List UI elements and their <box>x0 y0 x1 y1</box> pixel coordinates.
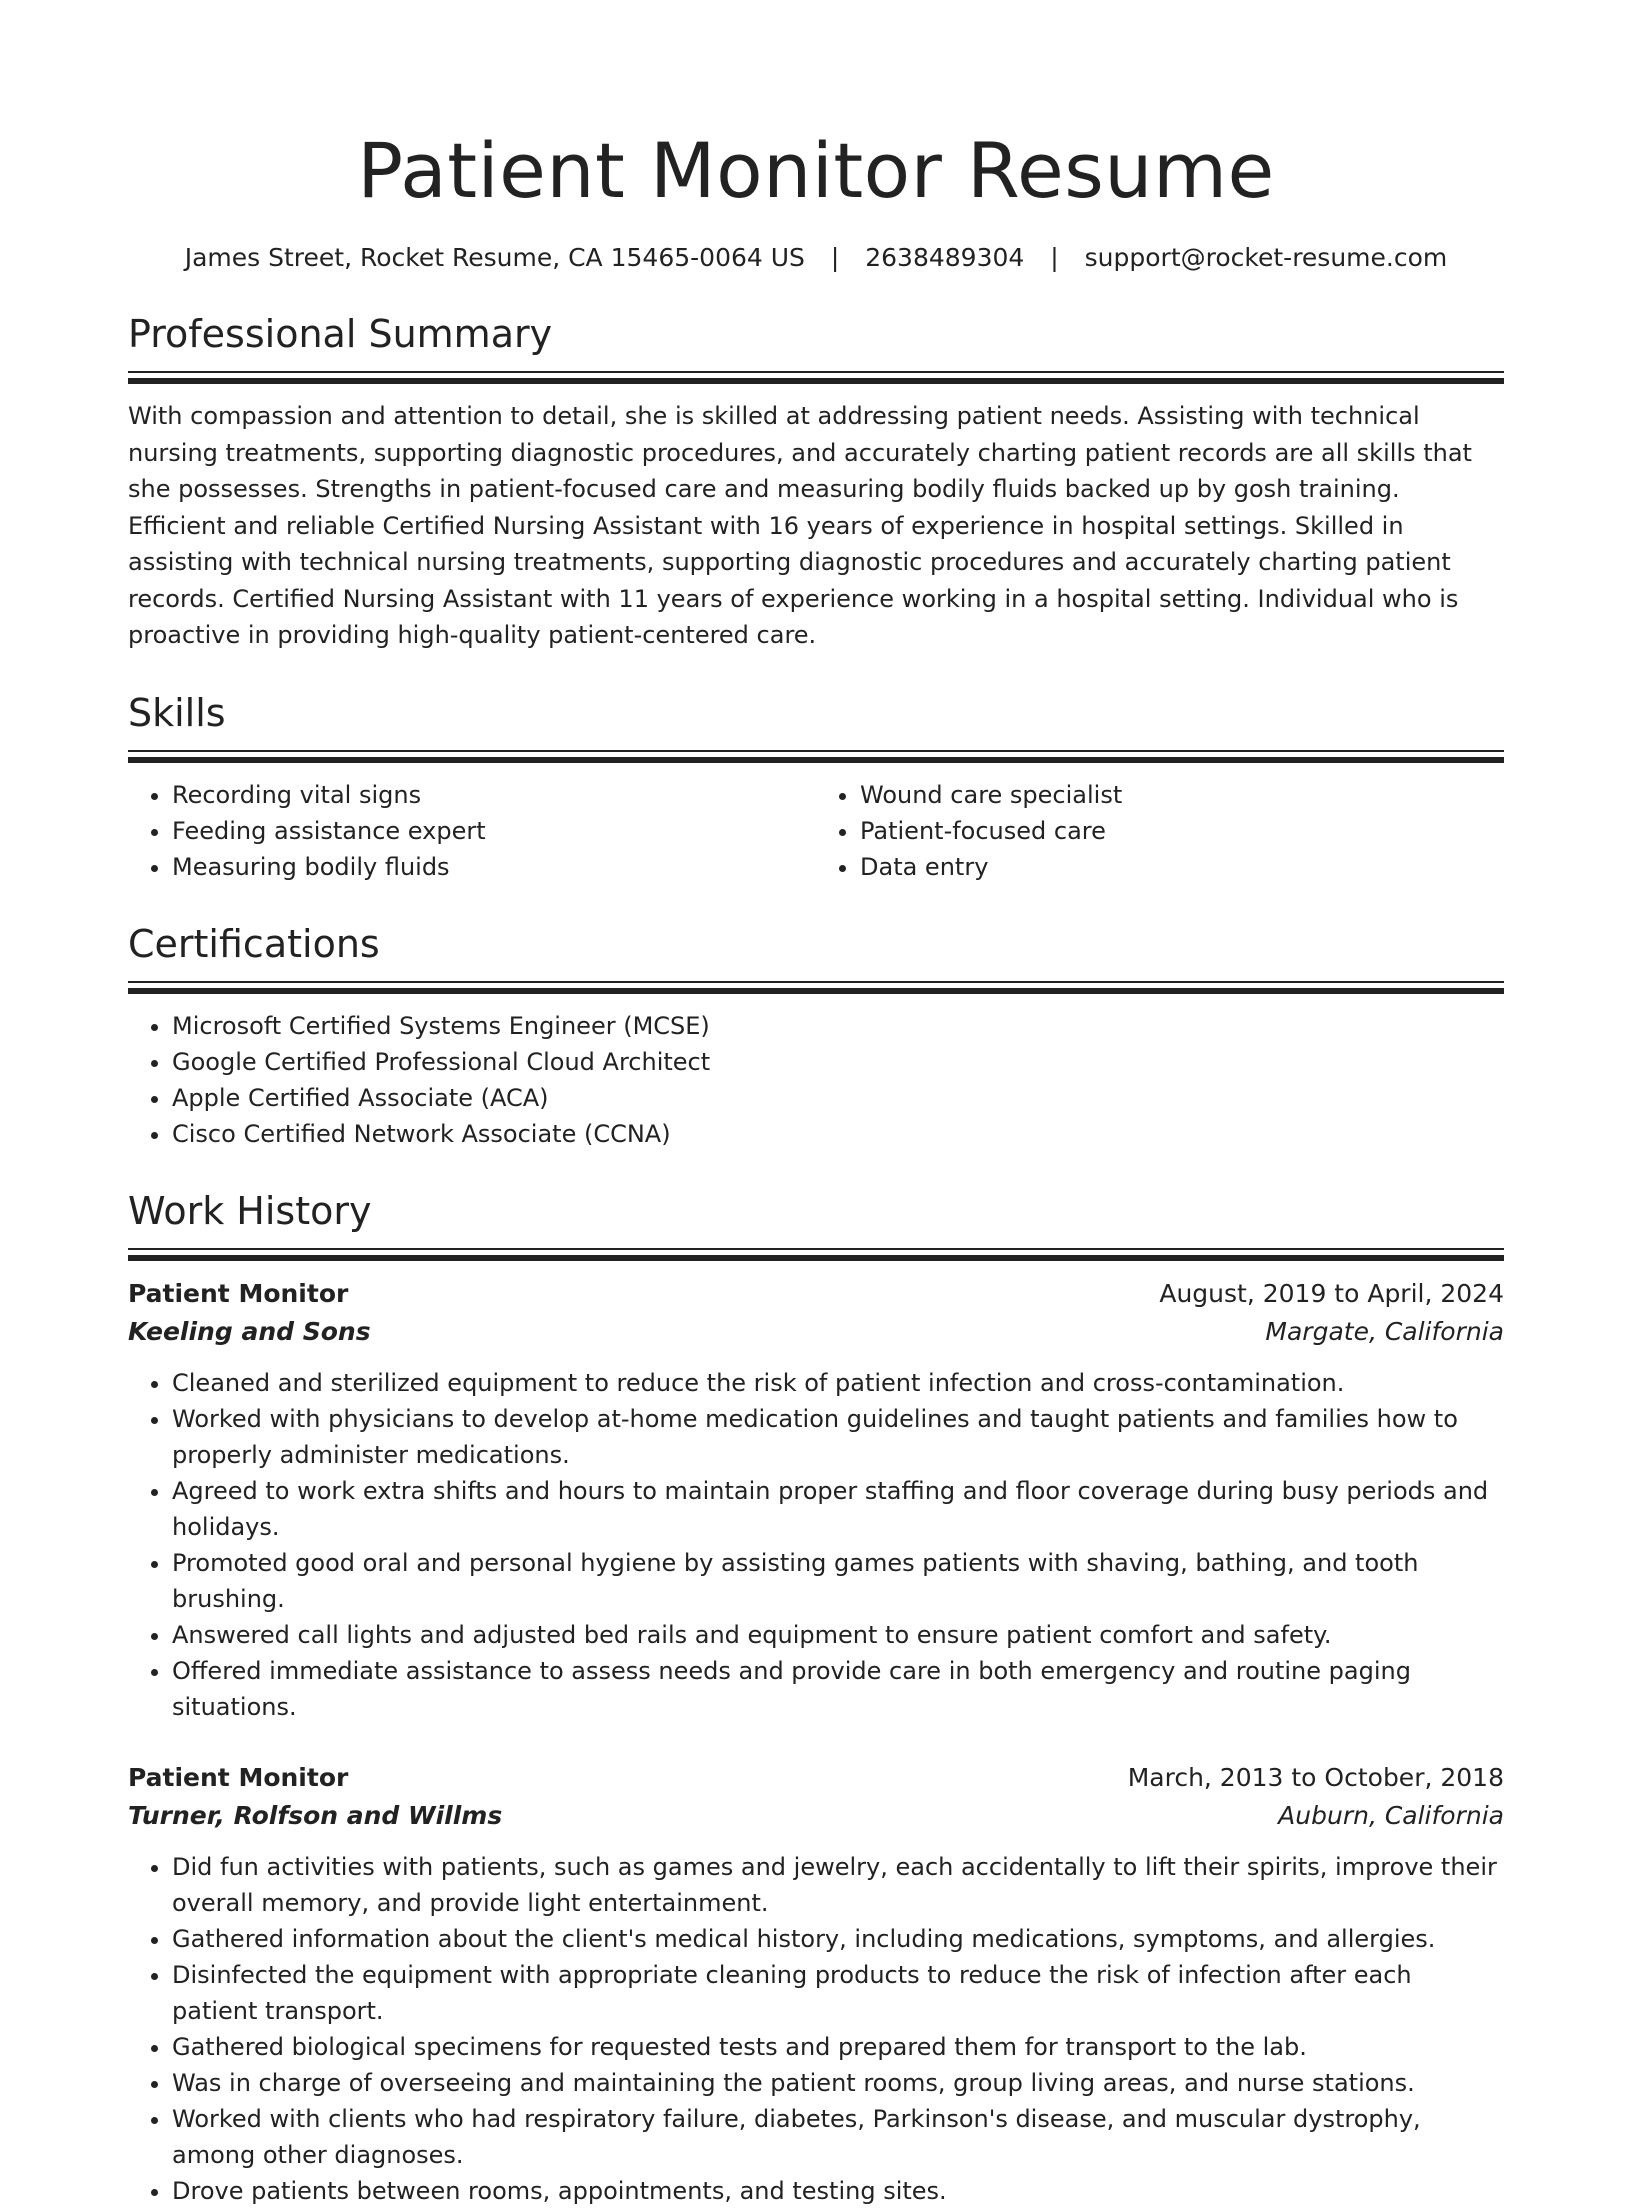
job-duty-item: • Did fun activities with patients, such as games and jewelry, each accidentally to lift their spirits, improve their overall memory, and provide light entertainment. <box>172 1849 1504 1921</box>
certifications-heading: Certifications <box>128 921 380 966</box>
job-duty-item: • Gathered information about the client's medical history, including medications, symptoms, and allergies. <box>172 1921 1504 1957</box>
section-divider <box>128 981 1504 994</box>
certification-item: • Microsoft Certified Systems Engineer (MCSE) <box>172 1008 1504 1044</box>
skill-item: • Feeding assistance expert <box>172 813 816 849</box>
job-duty-item: • Answered call lights and adjusted bed rails and equipment to ensure patient comfort and safety. <box>172 1617 1504 1653</box>
skill-item: • Wound care specialist <box>860 777 1504 813</box>
job-duty-item: • Cleaned and sterilized equipment to reduce the risk of patient infection and cross-contamination. <box>172 1365 1504 1401</box>
certification-item: • Google Certified Professional Cloud Architect <box>172 1044 1504 1080</box>
job-duty-item: • Gathered biological specimens for requested tests and prepared them for transport to the lab. <box>172 2029 1504 2065</box>
job-dates: March, 2013 to October, 2018 <box>1127 1762 1504 1792</box>
skills-list-right <box>816 777 1504 885</box>
summary-section <box>128 309 1504 654</box>
job-company: Turner, Rolfson and Willms <box>128 1800 503 1830</box>
section-divider <box>128 1248 1504 1261</box>
contact-line <box>128 241 1504 275</box>
contact-separator: | <box>830 243 840 272</box>
skill-item: • Recording vital signs <box>172 777 816 813</box>
job-entry <box>128 1275 1504 1725</box>
job-company-row <box>128 1313 1504 1351</box>
resume-title: Patient Monitor Resume <box>357 126 1275 215</box>
contact-address: James Street, Rocket Resume, CA 15465-0064 US <box>184 243 805 272</box>
skills-section <box>128 688 1504 885</box>
job-header-row <box>128 1275 1504 1313</box>
job-location: Margate, California <box>1265 1316 1504 1346</box>
job-duty-item: • Worked with physicians to develop at-home medication guidelines and taught patients and families how to properly administer medications. <box>172 1401 1504 1473</box>
work-history-heading: Work History <box>128 1188 372 1233</box>
job-title: Patient Monitor <box>128 1278 349 1308</box>
section-divider <box>128 371 1504 384</box>
job-header-row <box>128 1759 1504 1797</box>
skill-item: • Data entry <box>860 849 1504 885</box>
work-history-section <box>128 1186 1504 2209</box>
job-company-row <box>128 1797 1504 1835</box>
job-dates: August, 2019 to April, 2024 <box>1159 1278 1504 1308</box>
job-duty-item: • Drove patients between rooms, appointments, and testing sites. <box>172 2173 1504 2209</box>
skills-grid <box>128 777 1504 885</box>
certifications-list <box>128 1008 1504 1152</box>
job-duty-item: • Agreed to work extra shifts and hours to maintain proper staffing and floor coverage during busy periods and holidays. <box>172 1473 1504 1545</box>
job-location: Auburn, California <box>1278 1800 1504 1830</box>
job-duty-item: • Promoted good oral and personal hygiene by assisting games patients with shaving, bathing, and tooth brushing. <box>172 1545 1504 1617</box>
summary-text: With compassion and attention to detail, she is skilled at addressing patient needs. Assisting with technical nursing treatments, supporting diagnostic procedures, and accurately charting patient records are all skills that she possesses. Strengths in patient-focused care and measuring bodily fluids backed up by gosh training. Efficient and reliable Certified Nursing Assistant with 16 years of experience in hospital settings. Skilled in assisting with technical nursing treatments, supporting diagnostic procedures and accurately charting patient records. Certified Nursing Assistant with 11 years of experience working in a hospital setting. Individual who is proactive in providing high-quality patient-centered care. <box>128 402 1472 649</box>
job-entry <box>128 1759 1504 2209</box>
job-duty-item: • Worked with clients who had respiratory failure, diabetes, Parkinson's disease, and muscular dystrophy, among other diagnoses. <box>172 2101 1504 2173</box>
section-divider <box>128 750 1504 763</box>
job-duties-list <box>128 1849 1504 2209</box>
certification-item: • Cisco Certified Network Associate (CCNA) <box>172 1116 1504 1152</box>
skill-item: • Patient-focused care <box>860 813 1504 849</box>
job-duties-list <box>128 1365 1504 1725</box>
skill-item: • Measuring bodily fluids <box>172 849 816 885</box>
skills-heading: Skills <box>128 690 226 735</box>
certification-item: • Apple Certified Associate (ACA) <box>172 1080 1504 1116</box>
job-title: Patient Monitor <box>128 1762 349 1792</box>
contact-separator: | <box>1050 243 1059 272</box>
job-duty-item: • Offered immediate assistance to assess needs and provide care in both emergency and routine paging situations. <box>172 1653 1504 1725</box>
certifications-section <box>128 919 1504 1152</box>
contact-email: support@rocket-resume.com <box>1084 243 1448 272</box>
skills-list-left <box>128 777 816 885</box>
job-duty-item: • Was in charge of overseeing and maintaining the patient rooms, group living areas, and nurse stations. <box>172 2065 1504 2101</box>
summary-heading: Professional Summary <box>128 312 553 356</box>
contact-phone: 2638489304 <box>865 243 1025 272</box>
job-duty-item: • Disinfected the equipment with appropriate cleaning products to reduce the risk of infection after each patient transport. <box>172 1957 1504 2029</box>
job-company: Keeling and Sons <box>128 1316 371 1346</box>
